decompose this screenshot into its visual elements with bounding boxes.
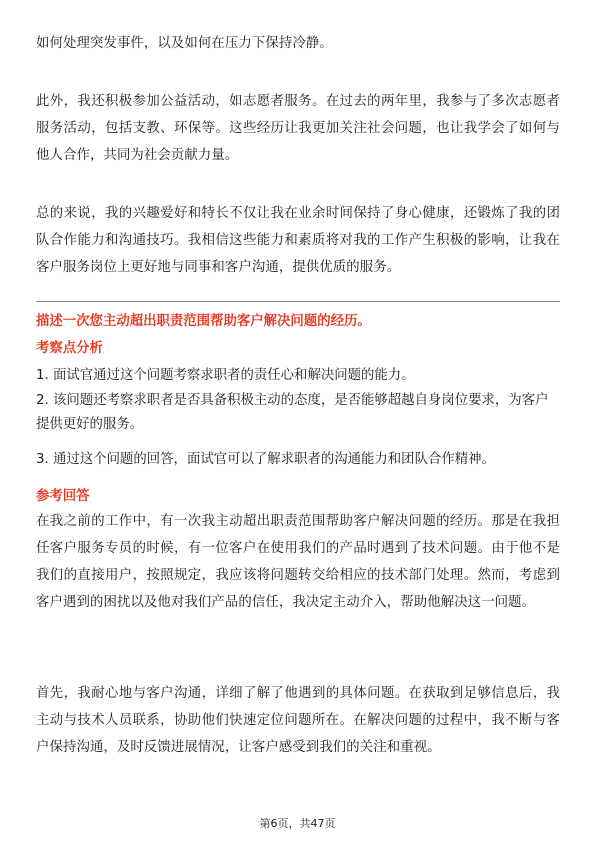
page-number-footer: 第6页，共47页: [259, 817, 336, 830]
analysis-heading: 考察点分析: [36, 341, 103, 356]
body-paragraph: 如何处理突发事件，以及如何在压力下保持冷静。: [36, 36, 333, 51]
question-title: 描述一次您主动超出职责范围帮助客户解决问题的经历。: [36, 314, 371, 329]
body-paragraph: 此外，我还积极参加公益活动，如志愿者服务。在过去的两年里，我参与了多次志愿者服务活动，包括支教、环保等。这些经历让我更加关注社会问题，也让我学会了如何与他人合作，共同为社会贡献力量。: [36, 94, 560, 163]
body-paragraph: 总的来说，我的兴趣爱好和特长不仅让我在业余时间保持了身心健康，还锻炼了我的团队合作能力和沟通技巧。我相信这些能力和素质将对我的工作产生积极的影响，让我在客户服务岗位上更好地与同事和客户沟通，提供优质的服务。: [36, 206, 560, 275]
analysis-item: 1. 面试官通过这个问题考察求职者的责任心和解决问题的能力。: [36, 368, 415, 383]
answer-paragraph: 首先，我耐心地与客户沟通，详细了解了他遇到的具体问题。在获取到足够信息后，我主动与技术人员联系，协助他们快速定位问题所在。在解决问题的过程中，我不断与客户保持沟通，及时反馈进展情况，让客户感受到我们的关注和重视。: [36, 686, 560, 755]
section-divider: [36, 301, 560, 302]
analysis-item: 2. 该问题还考察求职者是否具备积极主动的态度，是否能够超越自身岗位要求，为客户提供更好的服务。: [36, 393, 549, 432]
analysis-item: 3. 通过这个问题的回答，面试官可以了解求职者的沟通能力和团队合作精神。: [36, 452, 495, 467]
answer-paragraph: 在我之前的工作中，有一次我主动超出职责范围帮助客户解决问题的经历。那是在我担任客户服务专员的时候，有一位客户在使用我们的产品时遇到了技术问题。由于他不是我们的直接用户，按照规定，我应该将问题转交给相应的技术部门处理。然而，考虑到客户遇到的困扰以及他对我们产品的信任，我决定主动介入，帮助他解决这一问题。: [36, 514, 560, 610]
answer-heading: 参考回答: [36, 489, 90, 504]
